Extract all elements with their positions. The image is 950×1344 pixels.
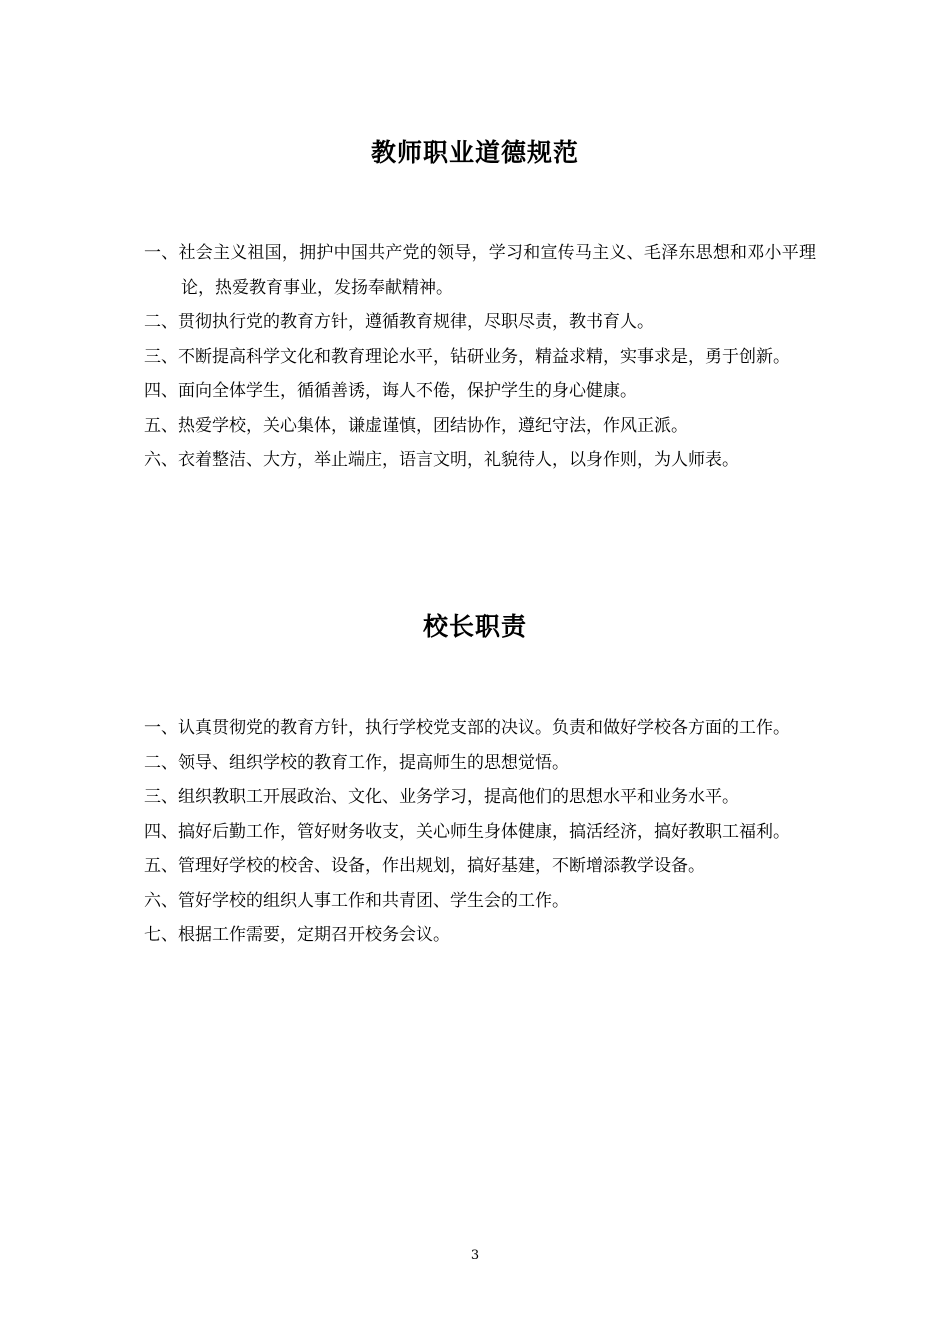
section-title-teacher-ethics: 教师职业道德规范 xyxy=(370,138,579,167)
list-item: 一、认真贯彻党的教育方针，执行学校党支部的决议。负责和做好学校各方面的工作。 xyxy=(144,718,790,738)
principal-duties-list xyxy=(144,711,816,953)
list-item: 四、搞好后勤工作，管好财务收支，关心师生身体健康，搞活经济，搞好教职工福利。 xyxy=(144,821,790,842)
list-item: 三、组织教职工开展政治、文化、业务学习，提高他们的思想水平和业务水平。 xyxy=(144,787,739,807)
list-item: 一、社会主义祖国，拥护中国共产党的领导，学习和宣传马主义、毛泽东思想和邓小平理论，热爱教育事业，发扬奉献精神。 xyxy=(144,243,816,298)
list-item: 二、贯彻执行党的教育方针，遵循教育规律，尽职尽责，教书育人。 xyxy=(144,312,654,332)
list-item: 七、根据工作需要，定期召开校务会议。 xyxy=(144,925,450,945)
list-item: 五、热爱学校，关心集体，谦虚谨慎，团结协作，遵纪守法，作风正派。 xyxy=(144,415,688,436)
list-item: 六、管好学校的组织人事工作和共青团、学生会的工作。 xyxy=(144,890,569,911)
list-item: 六、衣着整洁、大方，举止端庄，语言文明，礼貌待人，以身作则，为人师表。 xyxy=(144,450,739,470)
page-number: 3 xyxy=(470,1248,480,1263)
list-item: 三、不断提高科学文化和教育理论水平，钻研业务，精益求精，实事求是，勇于创新。 xyxy=(144,346,790,367)
list-item: 四、面向全体学生，循循善诱，诲人不倦，保护学生的身心健康。 xyxy=(144,381,637,401)
section-title-principal-duties: 校长职责 xyxy=(422,612,527,641)
teacher-ethics-list xyxy=(144,236,816,478)
list-item: 二、领导、组织学校的教育工作，提高师生的思想觉悟。 xyxy=(144,752,569,773)
list-item: 五、管理好学校的校舍、设备，作出规划，搞好基建，不断增添教学设备。 xyxy=(144,856,705,876)
